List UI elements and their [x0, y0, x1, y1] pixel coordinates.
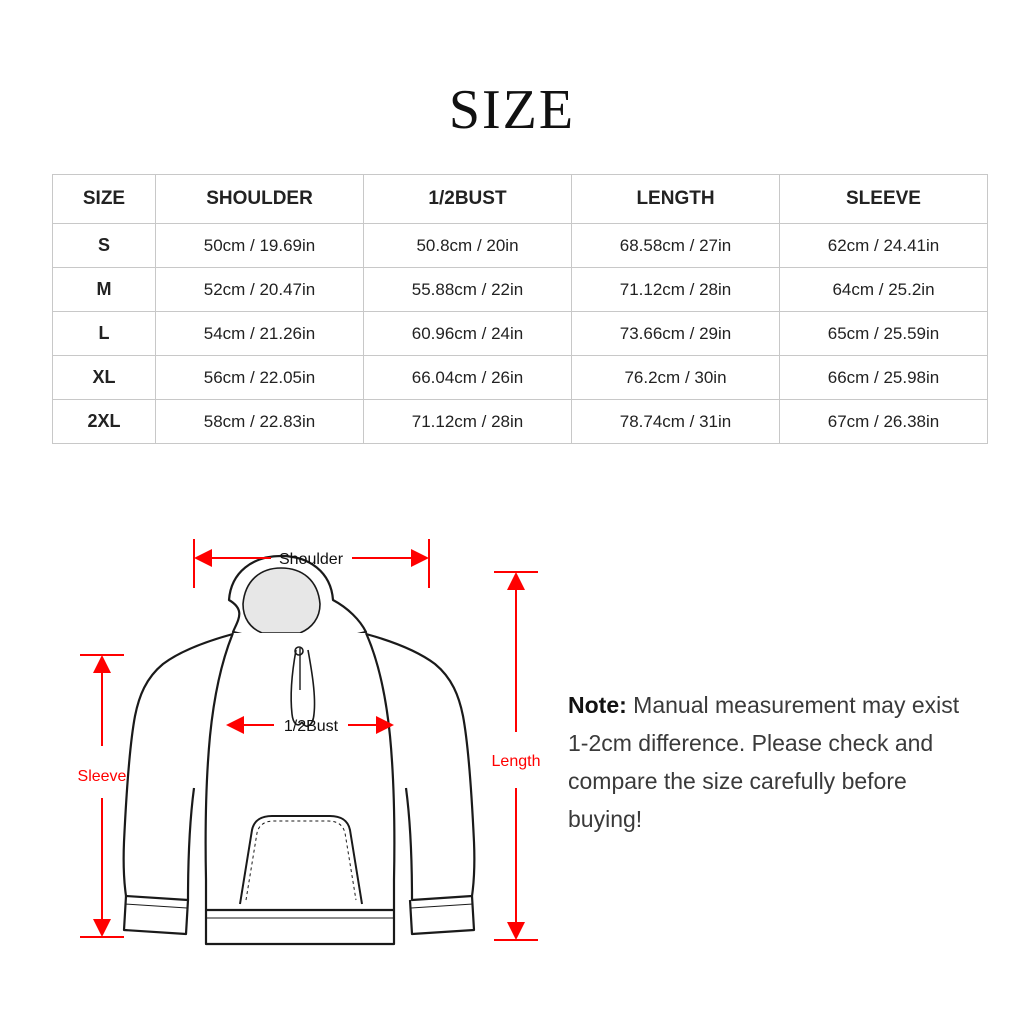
- column-header-sleeve: SLEEVE: [780, 175, 988, 224]
- cell-length: 68.58cm / 27in: [572, 224, 780, 268]
- table-row: [53, 224, 988, 268]
- cell-shoulder: 56cm / 22.05in: [156, 356, 364, 400]
- page-title: SIZE: [448, 79, 576, 141]
- column-header-bust: 1/2BUST: [364, 175, 572, 224]
- cell-bust: 55.88cm / 22in: [364, 268, 572, 312]
- cell-length: 76.2cm / 30in: [572, 356, 780, 400]
- column-header-shoulder: SHOULDER: [156, 175, 364, 224]
- sleeve-label: Sleeve: [77, 768, 127, 785]
- cell-sleeve: 65cm / 25.59in: [780, 312, 988, 356]
- cell-size: S: [53, 224, 156, 268]
- hoodie-measurement-diagram: [0, 500, 560, 980]
- cell-size: 2XL: [53, 400, 156, 444]
- table-row: [53, 312, 988, 356]
- table-row: [53, 268, 988, 312]
- cell-length: 78.74cm / 31in: [572, 400, 780, 444]
- table-row: [53, 356, 988, 400]
- cell-sleeve: 66cm / 25.98in: [780, 356, 988, 400]
- cell-bust: 66.04cm / 26in: [364, 356, 572, 400]
- cell-sleeve: 64cm / 25.2in: [780, 268, 988, 312]
- cell-size: M: [53, 268, 156, 312]
- note-text: Manual measurement may exist 1-2cm difference. Please check and compare the size carefully before buying!: [568, 692, 960, 832]
- shoulder-label: Shoulder: [278, 551, 344, 568]
- size-chart-table: [52, 174, 988, 444]
- cell-shoulder: 58cm / 22.83in: [156, 400, 364, 444]
- cell-shoulder: 54cm / 21.26in: [156, 312, 364, 356]
- cell-sleeve: 62cm / 24.41in: [780, 224, 988, 268]
- sleeve-measure-arrow: [80, 655, 124, 937]
- cell-size: L: [53, 312, 156, 356]
- cell-length: 73.66cm / 29in: [572, 312, 780, 356]
- length-label: Length: [491, 753, 541, 770]
- cell-bust: 60.96cm / 24in: [364, 312, 572, 356]
- table-row: [53, 400, 988, 444]
- bust-label: 1/2Bust: [283, 718, 339, 735]
- measurement-note: [568, 686, 968, 838]
- cell-size: XL: [53, 356, 156, 400]
- cell-length: 71.12cm / 28in: [572, 268, 780, 312]
- note-prefix: Note:: [568, 692, 627, 718]
- table-header-row: [53, 175, 988, 224]
- column-header-size: SIZE: [53, 175, 156, 224]
- column-header-length: LENGTH: [572, 175, 780, 224]
- cell-shoulder: 52cm / 20.47in: [156, 268, 364, 312]
- hoodie-illustration: [124, 556, 475, 944]
- cell-bust: 50.8cm / 20in: [364, 224, 572, 268]
- cell-bust: 71.12cm / 28in: [364, 400, 572, 444]
- cell-shoulder: 50cm / 19.69in: [156, 224, 364, 268]
- cell-sleeve: 67cm / 26.38in: [780, 400, 988, 444]
